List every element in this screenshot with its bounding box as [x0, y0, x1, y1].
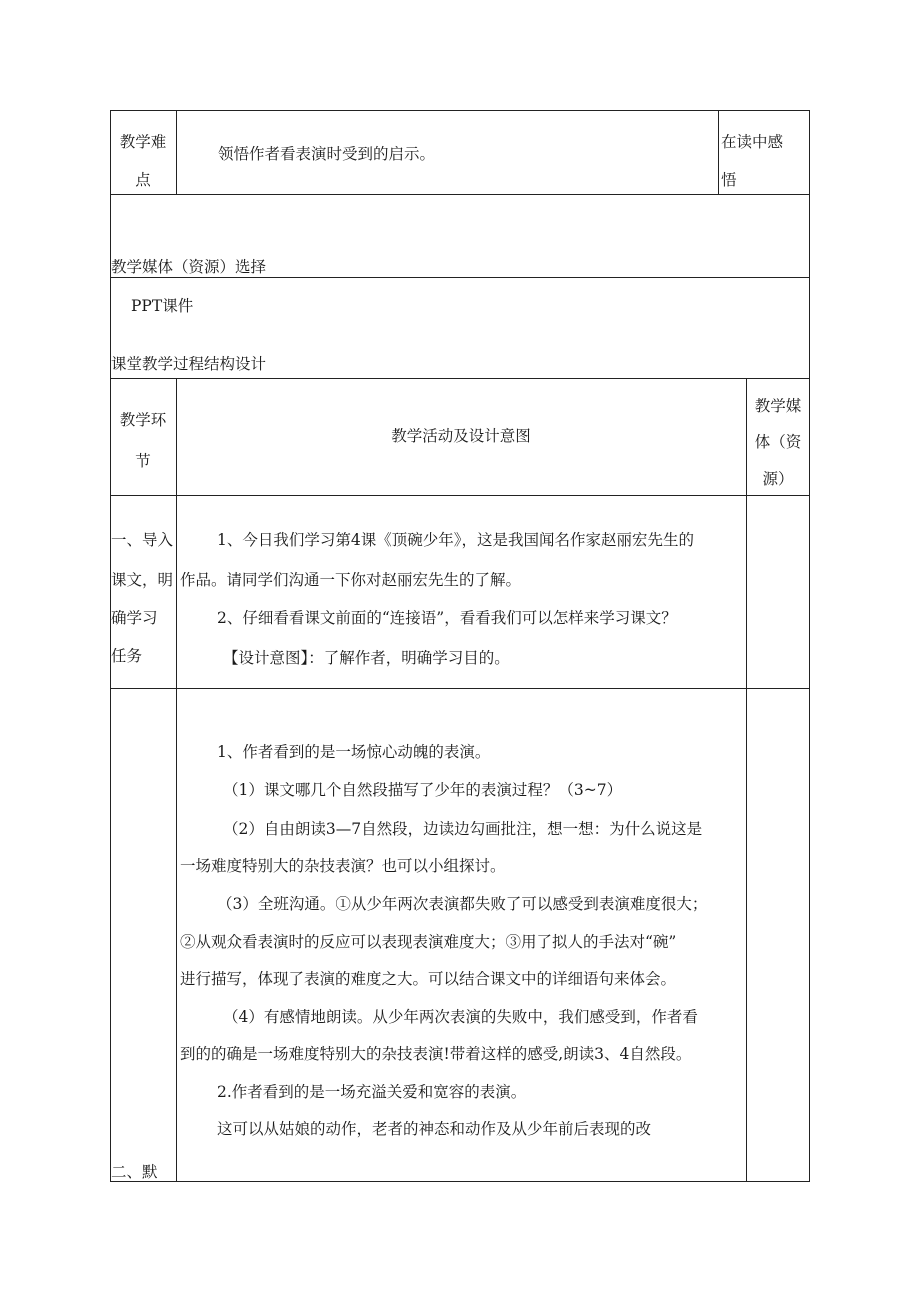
header-stage: 节 [135, 452, 151, 470]
column-divider [176, 110, 177, 194]
media-heading: 教学媒体（资源）选择 [111, 258, 267, 276]
section2-line: 2.作者看到的是一场充溢关爱和宽容的表演。 [217, 1083, 527, 1101]
section2-line: （2）自由朗读3—7自然段，边读边勾画批注，想一想：为什么说这是 [223, 820, 703, 838]
difficulty-method: 悟 [721, 171, 737, 189]
section2-line: （4）有感情地朗读。从少年两次表演的失败中，我们感受到，作者看 [223, 1008, 698, 1026]
section1-line: 2、仔细看看课文前面的“连接语”，看看我们可以怎样来学习课文？ [217, 609, 677, 627]
column-divider [176, 378, 177, 1182]
section2-line: （1）课文哪几个自然段描写了少年的表演过程？（3~7） [223, 781, 623, 799]
row-divider [110, 495, 810, 496]
section2-line: 到的的确是一场难度特别大的杂技表演!带着这样的感受,朗读3、4自然段。 [180, 1045, 692, 1063]
section2-line: 一场难度特别大的杂技表演？也可以小组探讨。 [180, 857, 506, 875]
row-divider [110, 688, 810, 689]
row-divider [110, 277, 810, 278]
difficulty-label: 点 [135, 171, 151, 189]
difficulty-content: 领悟作者看表演时受到的启示。 [218, 145, 436, 163]
section2-line: 进行描写，体现了表演的难度之大。可以结合课文中的详细语句来体会。 [180, 970, 677, 988]
row-divider [110, 194, 810, 195]
section2-line: ②从观众看表演时的反应可以表现表演难度大；③用了拟人的手法对“碗” [180, 933, 677, 951]
header-activity: 教学活动及设计意图 [391, 427, 531, 445]
section2-stage: 二、默 [111, 1163, 158, 1181]
section2-line: （3）全班沟通。①从少年两次表演都失败了可以感受到表演难度很大； [217, 895, 708, 913]
section1-line: 【设计意图】：了解作者，明确学习目的。 [223, 649, 510, 667]
column-divider [718, 110, 719, 194]
section1-stage: 任务 [111, 647, 143, 665]
difficulty-method: 在读中感 [721, 133, 784, 151]
section2-line: 1、作者看到的是一场惊心动魄的表演。 [217, 743, 491, 761]
difficulty-label: 教学难 [119, 133, 167, 151]
section1-stage: 确学习 [111, 609, 158, 627]
section1-stage: 一、导入 [111, 531, 174, 549]
section1-line: 1、今日我们学习第4课《顶碗少年》，这是我国闻名作家赵丽宏先生的 [217, 531, 694, 549]
header-stage: 教学环 [119, 411, 167, 429]
column-divider [746, 378, 747, 1182]
header-media: 体（资 [754, 433, 802, 451]
row-divider [110, 378, 810, 379]
media-item: PPT课件 [131, 297, 194, 315]
header-media: 教学媒 [754, 397, 802, 415]
header-media: 源） [762, 470, 794, 488]
section1-stage: 课文，明 [111, 571, 174, 589]
section1-line: 作品。请同学们沟通一下你对赵丽宏先生的了解。 [180, 571, 522, 589]
section2-line: 这可以从姑娘的动作，老者的神态和动作及从少年前后表现的改 [217, 1120, 652, 1138]
process-heading: 课堂教学过程结构设计 [111, 355, 267, 373]
